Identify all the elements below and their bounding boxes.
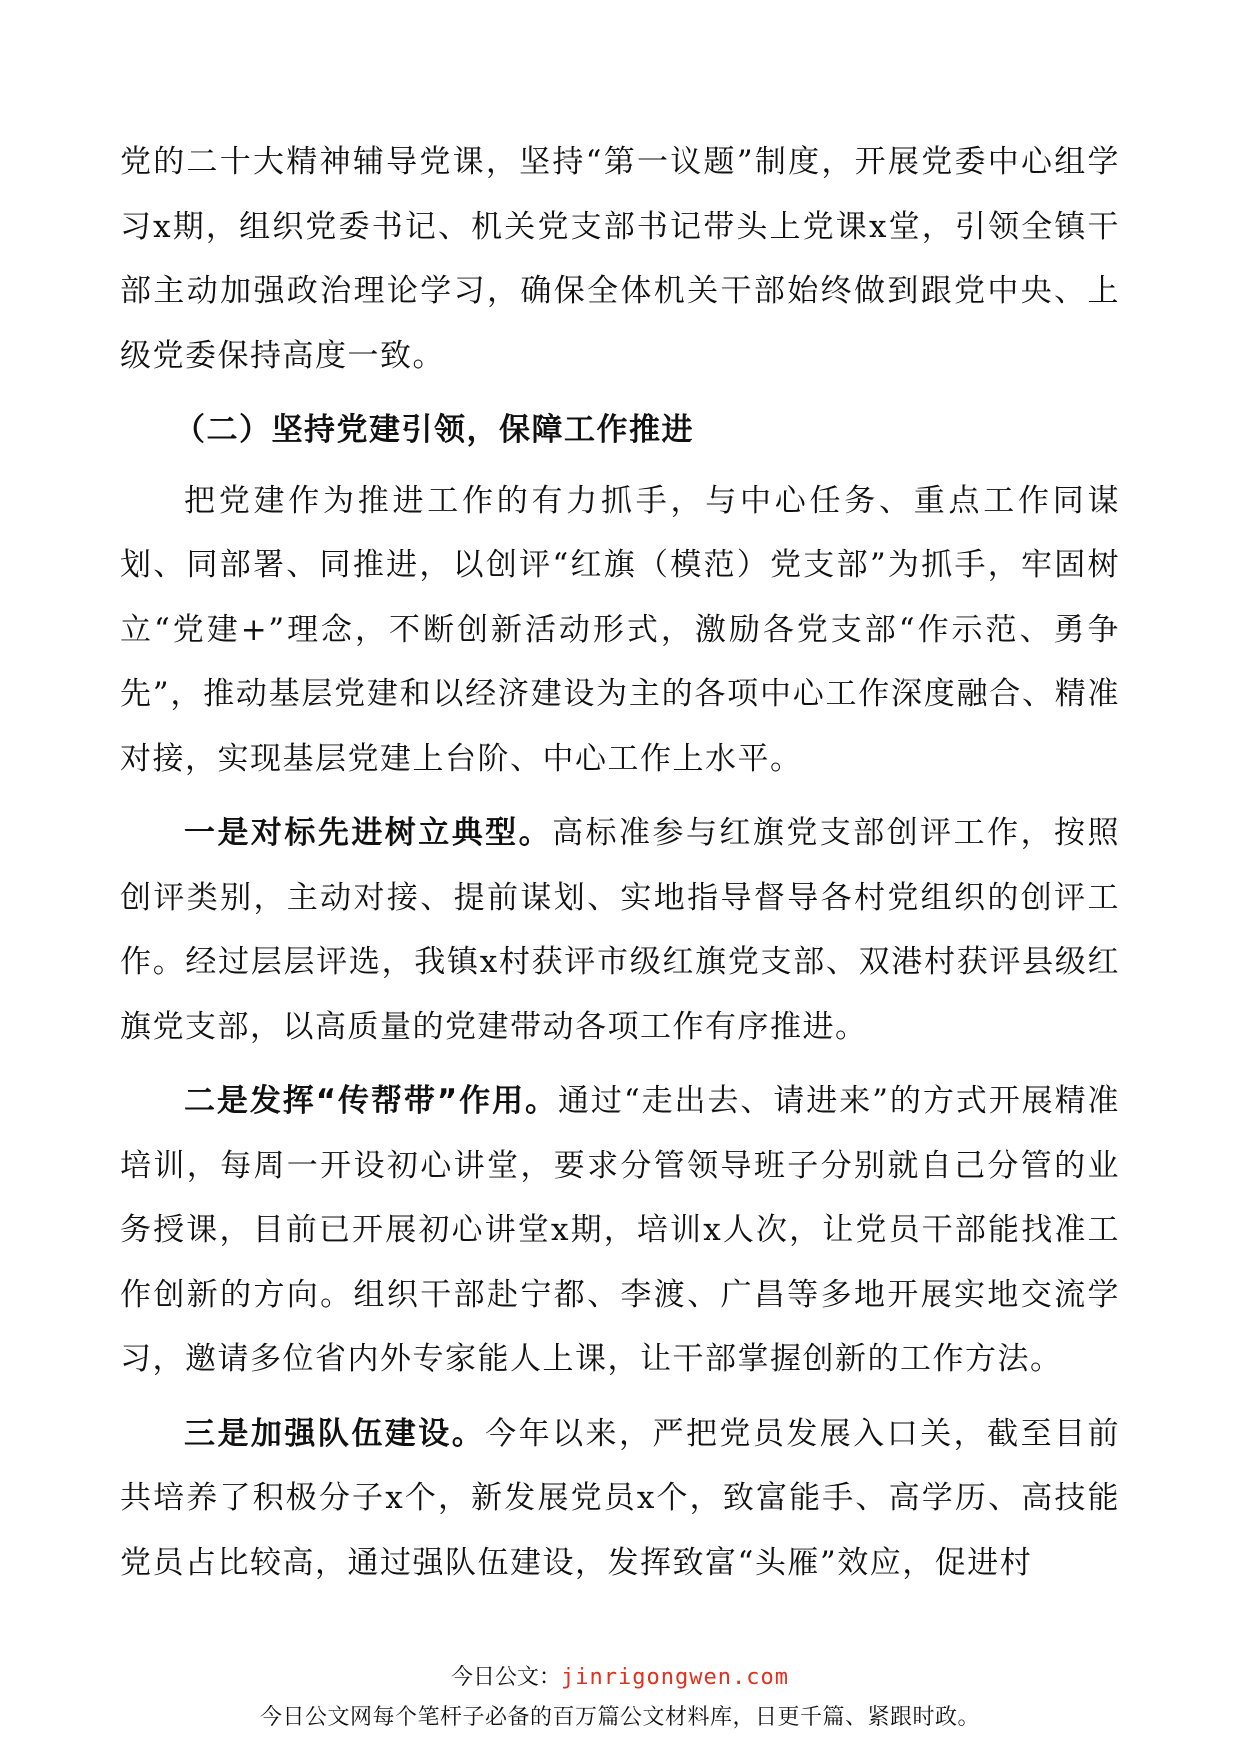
paragraph-4	[120, 1069, 1120, 1392]
section-heading-2: （二）坚持党建引领，保障工作推进	[174, 412, 694, 448]
document-body	[120, 130, 1120, 1605]
paragraph-3	[120, 801, 1120, 1059]
footer-label: 今日公文：	[451, 1665, 562, 1690]
footer-tagline: 今日公文网每个笔杆子必备的百万篇公文材料库，日更千篇、紧跟时政。	[259, 1705, 980, 1730]
paragraph-4-lead: 二是发挥“传帮带”作用。	[184, 1083, 558, 1119]
paragraph-5-lead: 三是加强队伍建设。	[184, 1415, 486, 1452]
paragraph-3-body: 高标准参与红旗党支部创评工作，按照创评类别，主动对接、提前谋划、实地指导督导各村党组织的创评工作。经过层层评选，我镇x村获评市级红旗党支部、双港村获评县级红旗党支部，以高质量的党建带动各项工作有序推进。	[120, 815, 1120, 1045]
paragraph-2: 把党建作为推进工作的有力抓手，与中心任务、重点工作同谋划、同部署、同推进，以创评“红旗（模范）党支部”为抓手，牢固树立“党建+”理念，不断创新活动形式，激励各党支部“作示范、勇争先”，推动基层党建和以经济建设为主的各项中心工作深度融合、精准对接，实现基层党建上台阶、中心工作上水平。	[120, 482, 1120, 777]
paragraph-5	[120, 1402, 1120, 1596]
footer-site-link[interactable]: jinrigongwen.com	[561, 1665, 789, 1690]
paragraph-3-lead: 一是对标先进树立典型。	[184, 815, 553, 851]
paragraph-1: 党的二十大精神辅导党课，坚持“第一议题”制度，开展党委中心组学习x期，组织党委书记、机关党支部书记带头上党课x堂，引领全镇干部主动加强政治理论学习，确保全体机关干部始终做到跟党中央、上级党委保持高度一致。	[120, 144, 1120, 374]
paragraph-4-body: 通过“走出去、请进来”的方式开展精准培训，每周一开设初心讲堂，要求分管领导班子分别就自己分管的业务授课，目前已开展初心讲堂x期，培训x人次，让党员干部能找准工作创新的方向。组织干部赴宁都、李渡、广昌等多地开展实地交流学习，邀请多位省内外专家能人上课，让干部掌握创新的工作方法。	[120, 1083, 1121, 1377]
paragraph-5-body: 今年以来，严把党员发展入口关，截至目前共培养了积极分子x个，新发展党员x个，致富能手、高学历、高技能党员占比较高，通过强队伍建设，发挥致富“头雁”效应，促进村	[120, 1415, 1121, 1581]
footer-site-line	[0, 1660, 1240, 1691]
